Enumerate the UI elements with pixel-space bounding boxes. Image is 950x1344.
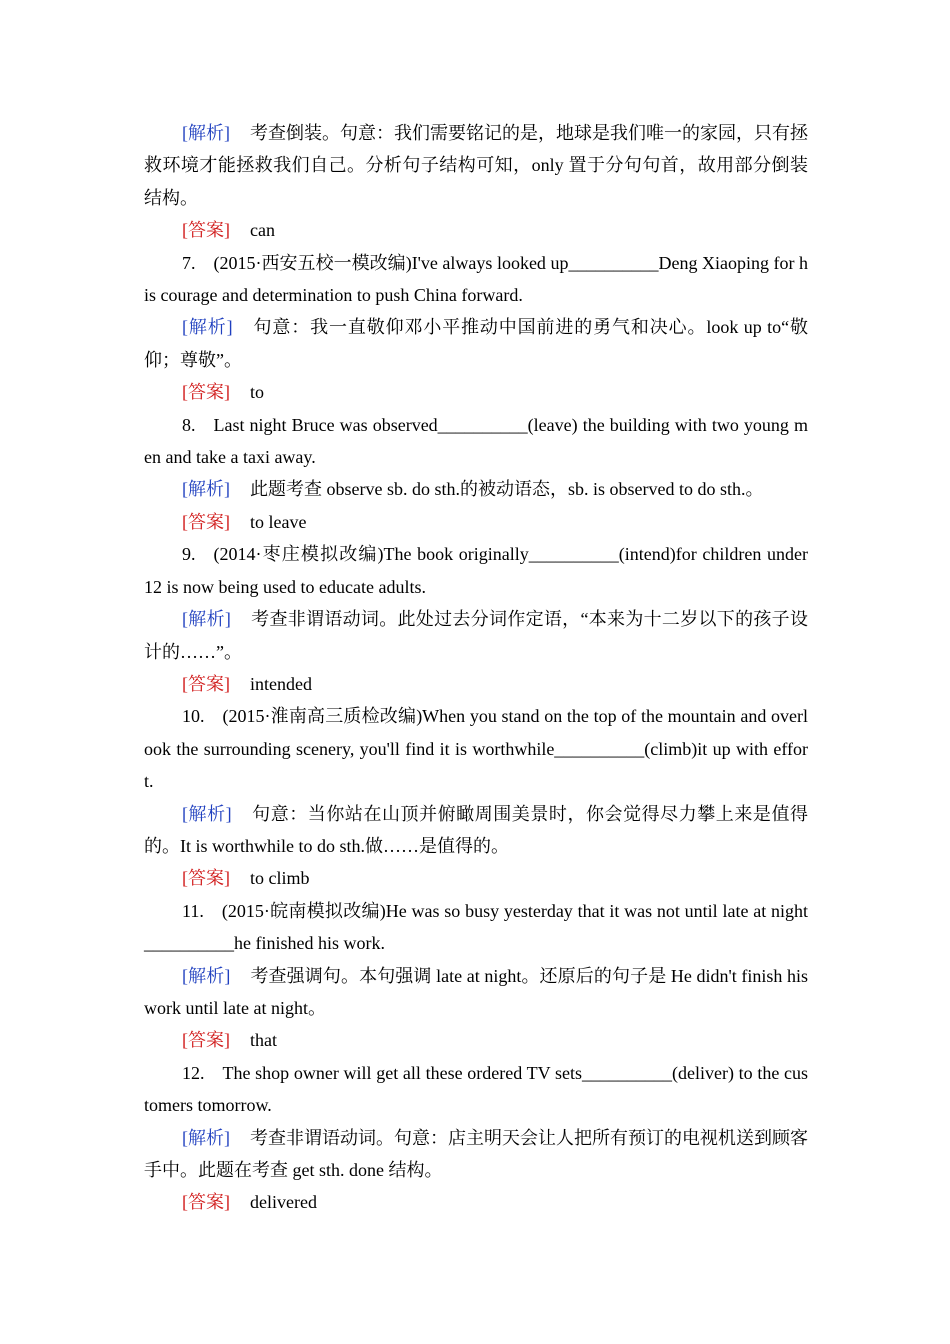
answer-tag: [答案] [182,382,230,403]
document-page [144,117,808,1219]
question-paragraph: 9. (2014·枣庄模拟改编)The book originally__________(intend)for children under 12 is now being used to educate adults. [144,544,808,597]
analysis-text: 考查倒装。句意：我们需要铭记的是，地球是我们唯一的家园，只有拯救环境才能拯救我们自己。分析句子结构可知，only 置于分句句首，故用部分倒装结构。 [144,123,808,208]
analysis-tag: [解析] [182,479,230,500]
analysis-tag: [解析] [182,1127,230,1148]
analysis-paragraph [144,117,808,214]
analysis-tag: [解析] [182,609,231,630]
question-paragraph: 11. (2015·皖南模拟改编)He was so busy yesterday that it was not until late at night__________he finished his work. [144,900,808,954]
answer-paragraph [144,862,808,894]
analysis-text: 考查非谓语动词。句意：店主明天会让人把所有预订的电视机送到顾客手中。此题在考查 get sth. done 结构。 [144,1127,808,1180]
question-paragraph: 12. The shop owner will get all these ordered TV sets__________(deliver) to the customers tomorrow. [144,1062,808,1116]
answer-tag: [答案] [182,220,230,241]
answer-tag: [答案] [182,673,230,694]
answer-paragraph [144,1186,808,1218]
answer-text: intended [250,673,312,694]
analysis-text: 考查非谓语动词。此处过去分词作定语，“本来为十二岁以下的孩子设计的……”。 [144,609,808,662]
answer-paragraph [144,668,808,700]
analysis-tag: [解析] [182,317,233,338]
analysis-text: 句意：当你站在山顶并俯瞰周围美景时，你会觉得尽力攀上来是值得的。It is worthwhile to do sth.做……是值得的。 [144,803,808,856]
question-paragraph: 7. (2015·西安五校一模改编)I've always looked up__________Deng Xiaoping for his courage and determination to push China forward. [144,252,808,306]
answer-text: that [250,1030,277,1051]
analysis-tag: [解析] [182,123,230,143]
answer-paragraph [144,214,808,246]
answer-tag: [答案] [182,1030,230,1051]
answer-paragraph [144,376,808,408]
answer-text: to climb [250,868,310,889]
answer-text: to leave [250,511,307,532]
analysis-tag: [解析] [182,965,231,986]
answer-paragraph [144,506,808,538]
analysis-text: 句意：我一直敬仰邓小平推动中国前进的勇气和决心。look up to“敬仰；尊敬”。 [144,317,808,370]
analysis-paragraph [144,603,808,668]
analysis-paragraph [144,960,808,1025]
question-paragraph: 10. (2015·淮南高三质检改编)When you stand on the top of the mountain and overlook the surrounding scenery, you'll find it is worthwhile__________(climb)it up with effort. [144,706,808,792]
answer-tag: [答案] [182,511,230,532]
answer-paragraph [144,1024,808,1056]
analysis-paragraph [144,798,808,863]
answer-text: can [250,220,275,241]
analysis-text: 考查强调句。本句强调 late at night。还原后的句子是 He didn't finish his work until late at night。 [144,965,808,1018]
question-paragraph: 8. Last night Bruce was observed__________(leave) the building with two young men and take a taxi away. [144,414,808,468]
answer-tag: [答案] [182,868,230,889]
answer-tag: [答案] [182,1192,230,1213]
analysis-paragraph [144,1122,808,1187]
analysis-text: 此题考查 observe sb. do sth.的被动语态，sb. is observed to do sth.。 [250,479,764,500]
answer-text: delivered [250,1192,317,1213]
analysis-paragraph [144,473,808,505]
analysis-paragraph [144,311,808,376]
analysis-tag: [解析] [182,803,232,824]
answer-text: to [250,382,265,403]
